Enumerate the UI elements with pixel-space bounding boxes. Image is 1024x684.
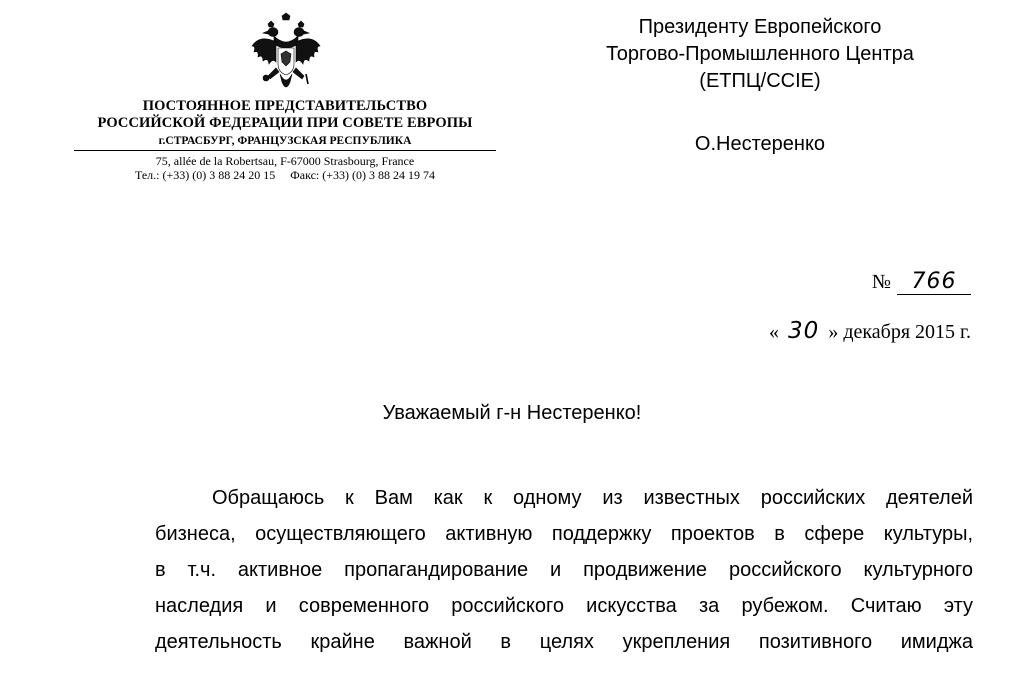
number-value: 766	[897, 270, 971, 295]
date-day: 30	[788, 318, 820, 344]
number-label: №	[871, 271, 891, 293]
org-contacts	[60, 168, 510, 182]
body-line: Обращаюсь к Вам как к одному из известных российских деятелей	[212, 487, 973, 509]
recipient-line3: (ЕТПЦ/CCIE)	[699, 70, 821, 92]
org-location: г.СТРАСБУРГ, ФРАНЦУЗСКАЯ РЕСПУБЛИКА	[158, 135, 412, 147]
body-line: в т.ч. активное пропагандирование и продвижение российского культурного	[155, 559, 973, 581]
coat-of-arms-icon	[246, 12, 326, 98]
organization-letterhead	[60, 98, 510, 182]
org-phone: Тел.: (+33) (0) 3 88 24 20 15	[134, 168, 276, 182]
letter-body	[155, 480, 973, 660]
date-rest: » декабря 2015 г.	[828, 321, 971, 343]
document-number	[872, 270, 971, 295]
org-fax: Факс: (+33) (0) 3 88 24 19 74	[290, 168, 436, 182]
recipient-name: О.Нестеренко	[694, 133, 826, 155]
letterhead-divider	[74, 150, 496, 151]
date-open-quote: «	[769, 321, 780, 343]
org-name-line1: ПОСТОЯННОЕ ПРЕДСТАВИТЕЛЬСТВО	[142, 98, 428, 114]
document-date	[769, 318, 971, 344]
body-line: наследия и современного российского искусства за рубежом. Считаю эту	[155, 595, 973, 617]
body-line: бизнеса, осуществляющего активную поддержку проектов в сфере культуры,	[155, 523, 973, 545]
body-line: деятельность крайне важной в целях укрепления позитивного имиджа	[155, 631, 973, 653]
salutation: Уважаемый г-н Нестеренко!	[382, 402, 642, 424]
org-name-line2: РОССИЙСКОЙ ФЕДЕРАЦИИ ПРИ СОВЕТЕ ЕВРОПЫ	[97, 115, 473, 131]
org-address: 75, allée de la Robertsau, F-67000 Strasbourg, France	[155, 154, 415, 168]
recipient-block	[540, 14, 980, 95]
recipient-line2: Торгово-Промышленного Центра	[606, 43, 914, 65]
recipient-line1: Президенту Европейского	[638, 16, 882, 38]
